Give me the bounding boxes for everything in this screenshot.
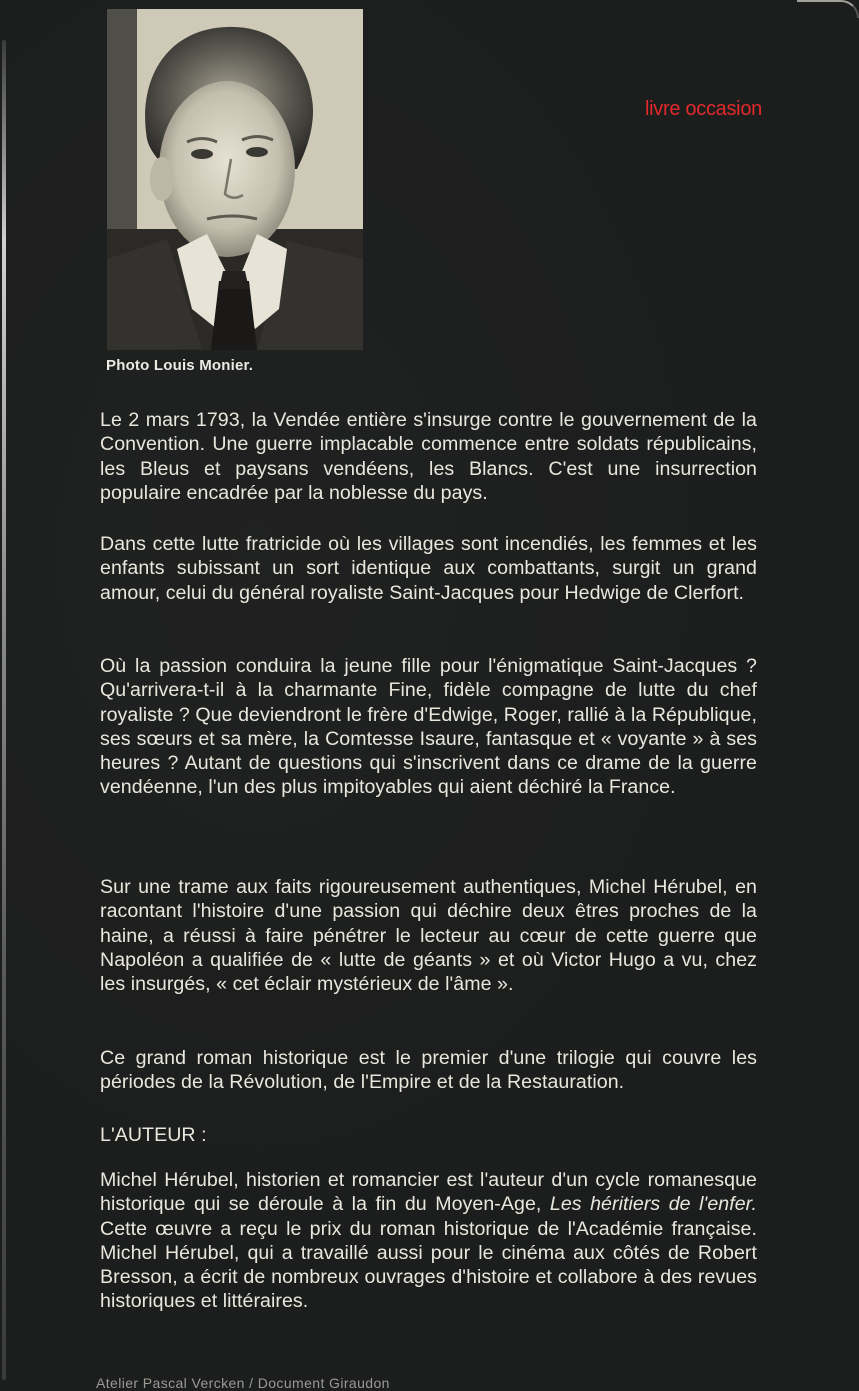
author-photo	[107, 9, 363, 350]
blurb-paragraph-5: Ce grand roman historique est le premier d'une trilogie qui couvre les périodes de la Révolution, de l'Empire et de la Restauration.	[100, 1047, 757, 1094]
author-bio-part-1: Michel Hérubel, historien et romancier est l'auteur d'un cycle romanesque historique qui se déroule à la fin du Moyen-Age,	[100, 1169, 757, 1216]
blurb-paragraph-1: Le 2 mars 1793, la Vendée entière s'insurge contre le gouvernement de la Convention. Une guerre implacable commence entre soldats républicains, les Bleus et paysans vendéens, les Blancs. C'est une insurrection populaire encadrée par la noblesse du pays.	[100, 409, 757, 504]
author-book-title: Les héritiers de l'enfer.	[549, 1193, 757, 1216]
author-bio-part-2: Cette œuvre a reçu le prix du roman historique de l'Académie française. Michel Hérubel, qui a travaillé aussi pour le cinéma aux côtés de Robert Bresson, a écrit de nombreux ouvrages d'histoire et collabore à des revues historiques et littéraires.	[100, 1217, 757, 1313]
photo-caption: Photo Louis Monier.	[106, 357, 254, 374]
blurb-paragraph-2: Dans cette lutte fratricide où les villages sont incendiés, les femmes et les enfants subissant un sort identique aux combattants, surgit un grand amour, celui du général royaliste Saint-Jacques pour Hedwige de Clerfort.	[100, 533, 757, 604]
author-heading: L'AUTEUR :	[100, 1124, 207, 1146]
blurb-paragraph-4: Sur une trame aux faits rigoureusement authentiques, Michel Hérubel, en racontant l'histoire d'une passion qui déchire deux êtres proches de la haine, a réussi à faire pénétrer le lecteur au cœur de cette guerre que Napoléon a qualifiée de « lutte de géants » et où Victor Hugo a vu, chez les insurgés, « cet éclair mystérieux de l'âme ».	[100, 876, 757, 996]
worn-corner	[797, 0, 859, 18]
worn-left-edge	[2, 40, 6, 1380]
author-bio	[100, 1168, 757, 1314]
used-book-stamp: livre occasion	[645, 98, 762, 120]
cover-credit: Atelier Pascal Vercken / Document Giraudon	[96, 1375, 390, 1391]
portrait-image	[107, 9, 363, 350]
blurb-paragraph-3: Où la passion conduira la jeune fille pour l'énigmatique Saint-Jacques ? Qu'arrivera-t-il à la charmante Fine, fidèle compagne de lutte du chef royaliste ? Que deviendront le frère d'Edwige, Roger, rallié à la République, ses sœurs et sa mère, la Comtesse Isaure, fantasque et « voyante » à ses heures ? Autant de questions qui s'inscrivent dans ce drame de la guerre vendéenne, l'un des plus impitoyables qui aient déchiré la France.	[100, 655, 757, 799]
